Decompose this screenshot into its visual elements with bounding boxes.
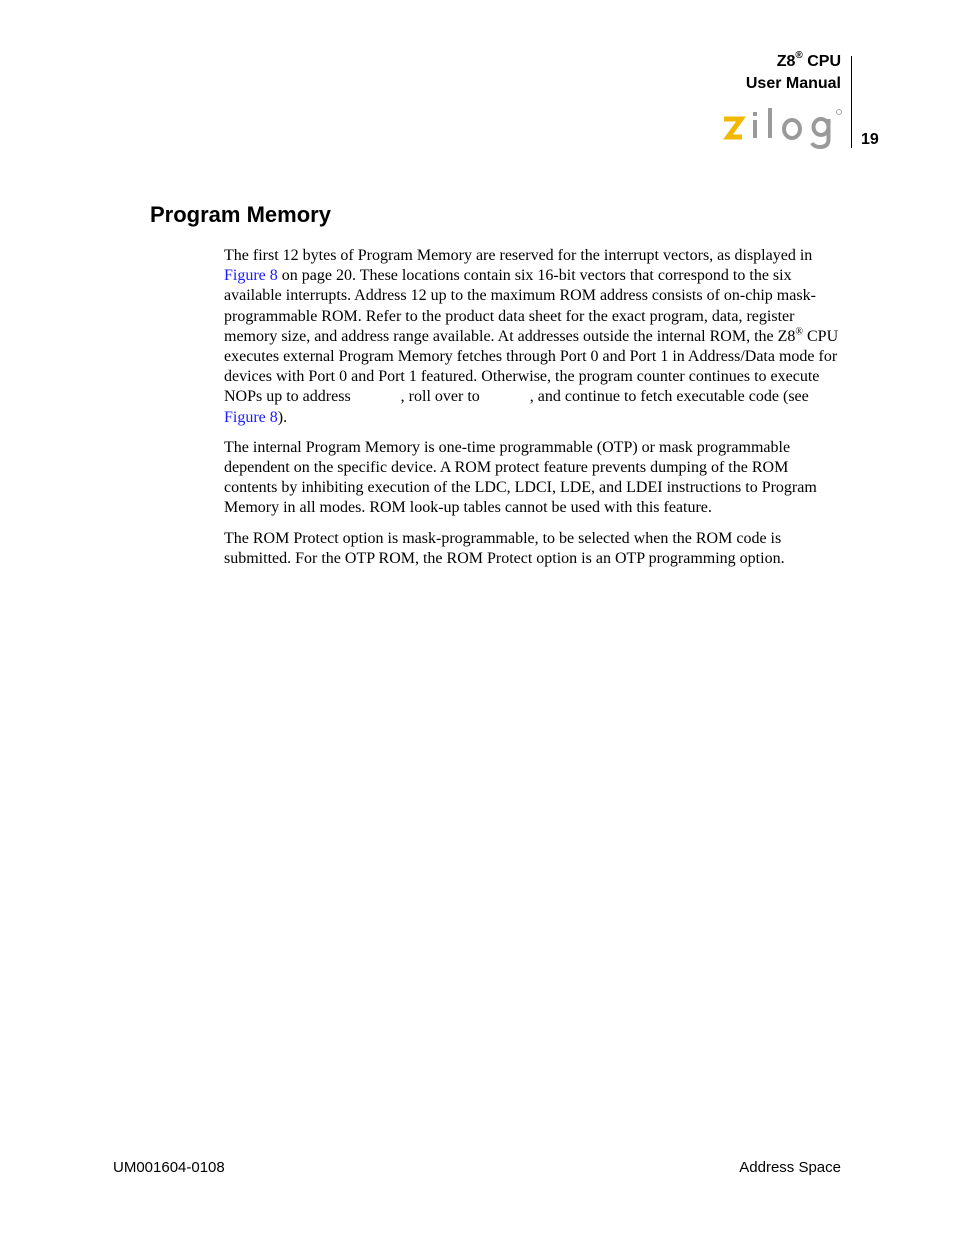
figure-8-link-2[interactable]: Figure 8 — [224, 408, 278, 426]
paragraph-2: The internal Program Memory is one-time programmable (OTP) or mask programmable dependent on the specific device. A ROM protect feature prevents dumping of the ROM contents by inhibiting execution of the LDC, LDCI, LDE, and LDEI instructions to Program Memory in all modes. ROM look-up tables cannot be used with this feature. — [224, 438, 817, 517]
product-title: Z8® CPU — [776, 49, 841, 70]
footer-doc-id: UM001604-0108 — [113, 1159, 225, 1176]
zilog-logo — [722, 106, 844, 150]
header-divider — [851, 56, 852, 148]
manual-title: User Manual — [745, 75, 841, 92]
figure-8-link[interactable]: Figure 8 — [224, 267, 278, 285]
page-number: 19 — [861, 131, 879, 148]
body-text — [224, 246, 844, 579]
section-heading: Program Memory — [150, 202, 331, 227]
running-header — [541, 51, 841, 95]
paragraph-1: The first 12 bytes of Program Memory are reserved for the interrupt vectors, as displayed in Figure 8 on page 20. These locations contain six 16-bit vectors that correspond to the six available interrupts. Address 12 up to the maximum ROM address consists of on-chip mask-programmable ROM. Refer to the product data sheet for the exact program, data, register memory size, and address range available. At addresses outside the internal ROM, the Z8® CPU executes external Program Memory fetches through Port 0 and Port 1 in Address/Data mode for devices with Port 0 and Port 1 featured. Otherwise, the program counter continues to execute NOPs up to address , roll over to , and continue to fetch executable code (see Figure 8). — [224, 247, 839, 426]
footer-section-name: Address Space — [739, 1159, 841, 1176]
paragraph-3: The ROM Protect option is mask-programmable, to be selected when the ROM code is submitted. For the OTP ROM, the ROM Protect option is an OTP programming option. — [224, 529, 785, 567]
